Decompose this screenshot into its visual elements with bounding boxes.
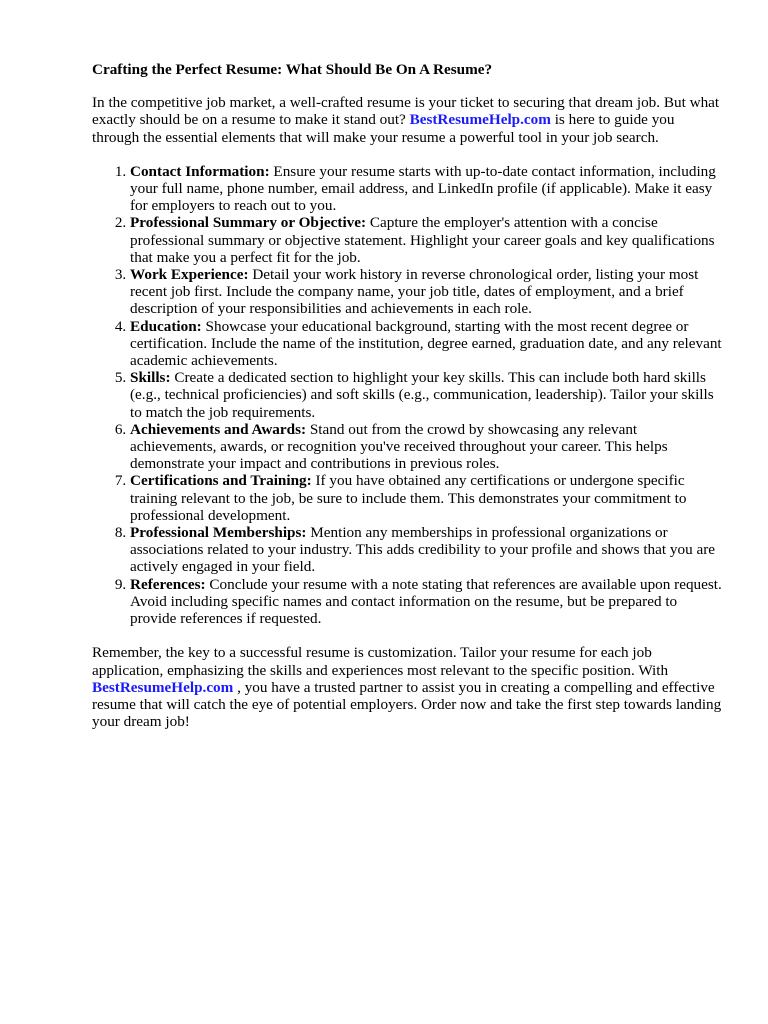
outro-paragraph (92, 644, 722, 730)
list-item-term: Professional Memberships: (130, 524, 307, 542)
list-item-term: Certifications and Training: (130, 472, 312, 490)
list-item-term: Work Experience: (130, 266, 249, 284)
list-item (130, 214, 722, 266)
list-item (130, 163, 722, 215)
list-item (130, 472, 722, 524)
list-item (130, 369, 722, 421)
list-item (130, 421, 722, 473)
list-item-term: Education: (130, 317, 202, 335)
list-item (130, 318, 722, 370)
list-item-text: Stand out from the crowd by showcasing any relevant achievements, awards, or recognition you've received throughout your career. This helps demonstrate your impact and contributions in previous roles. (130, 420, 668, 473)
list-item-text: Conclude your resume with a note stating that references are available upon request. Avoid including specific names and contact information on the resume, but be prepared to provide references if requested. (130, 575, 722, 628)
outro-text-after: , you have a trusted partner to assist you in creating a compelling and effective resume that will catch the eye of potential employers. Order now and take the first step towards landing your dream job! (92, 678, 722, 731)
list-item-term: References: (130, 575, 206, 593)
intro-link[interactable]: BestResumeHelp.com (409, 111, 551, 129)
list-item (130, 524, 722, 576)
intro-text-after: is here to guide you through the essential elements that will make your resume a powerful tool in your job search. (92, 111, 675, 146)
page-title: Crafting the Perfect Resume: What Should Be On A Resume? (92, 61, 493, 78)
list-item-text: Mention any memberships in professional organizations or associations related to your industry. This adds credibility to your profile and shows that you are actively engaged in your field. (130, 524, 716, 576)
outro-link[interactable]: BestResumeHelp.com (92, 678, 234, 696)
list-item-text: Detail your work history in reverse chronological order, listing your most recent job first. Include the company name, your job title, dates of employment, and a brief description of your responsibilities and achievements in each role. (130, 266, 699, 318)
document-page (92, 61, 722, 730)
list-item (130, 576, 722, 628)
list-item-term: Contact Information: (130, 162, 270, 180)
resume-elements-list (92, 163, 722, 627)
intro-paragraph (92, 94, 722, 146)
list-item-text: Ensure your resume starts with up-to-date contact information, including your full name, phone number, email address, and LinkedIn profile (if applicable). Make it easy for employers to reach out to you. (130, 162, 716, 215)
list-item (130, 266, 722, 318)
list-item-term: Skills: (130, 369, 171, 387)
list-item-text: Capture the employer's attention with a concise professional summary or objective statement. Highlight your career goals and key qualifications that make you a perfect fit for the job. (130, 214, 715, 266)
list-item-term: Achievements and Awards: (130, 420, 307, 438)
outro-text-before: Remember, the key to a successful resume is customization. Tailor your resume for each job application, emphasizing the skills and experiences most relevant to the specific position. With (92, 644, 669, 679)
list-item-text: If you have obtained any certifications or undergone specific training relevant to the job, be sure to include them. This demonstrates your commitment to professional development. (130, 472, 687, 524)
list-item-text: Create a dedicated section to highlight your key skills. This can include both hard skills (e.g., technical proficiencies) and soft skills (e.g., communication, leadership). Tailor your skills to match the job requirements. (130, 369, 714, 421)
intro-text-before: In the competitive job market, a well-crafted resume is your ticket to securing that dream job. But what exactly should be on a resume to make it stand out? (92, 94, 720, 129)
list-item-term: Professional Summary or Objective: (130, 214, 367, 232)
list-item-text: Showcase your educational background, starting with the most recent degree or certification. Include the name of the institution, degree earned, graduation date, and any relevant academic achievements. (130, 317, 722, 370)
